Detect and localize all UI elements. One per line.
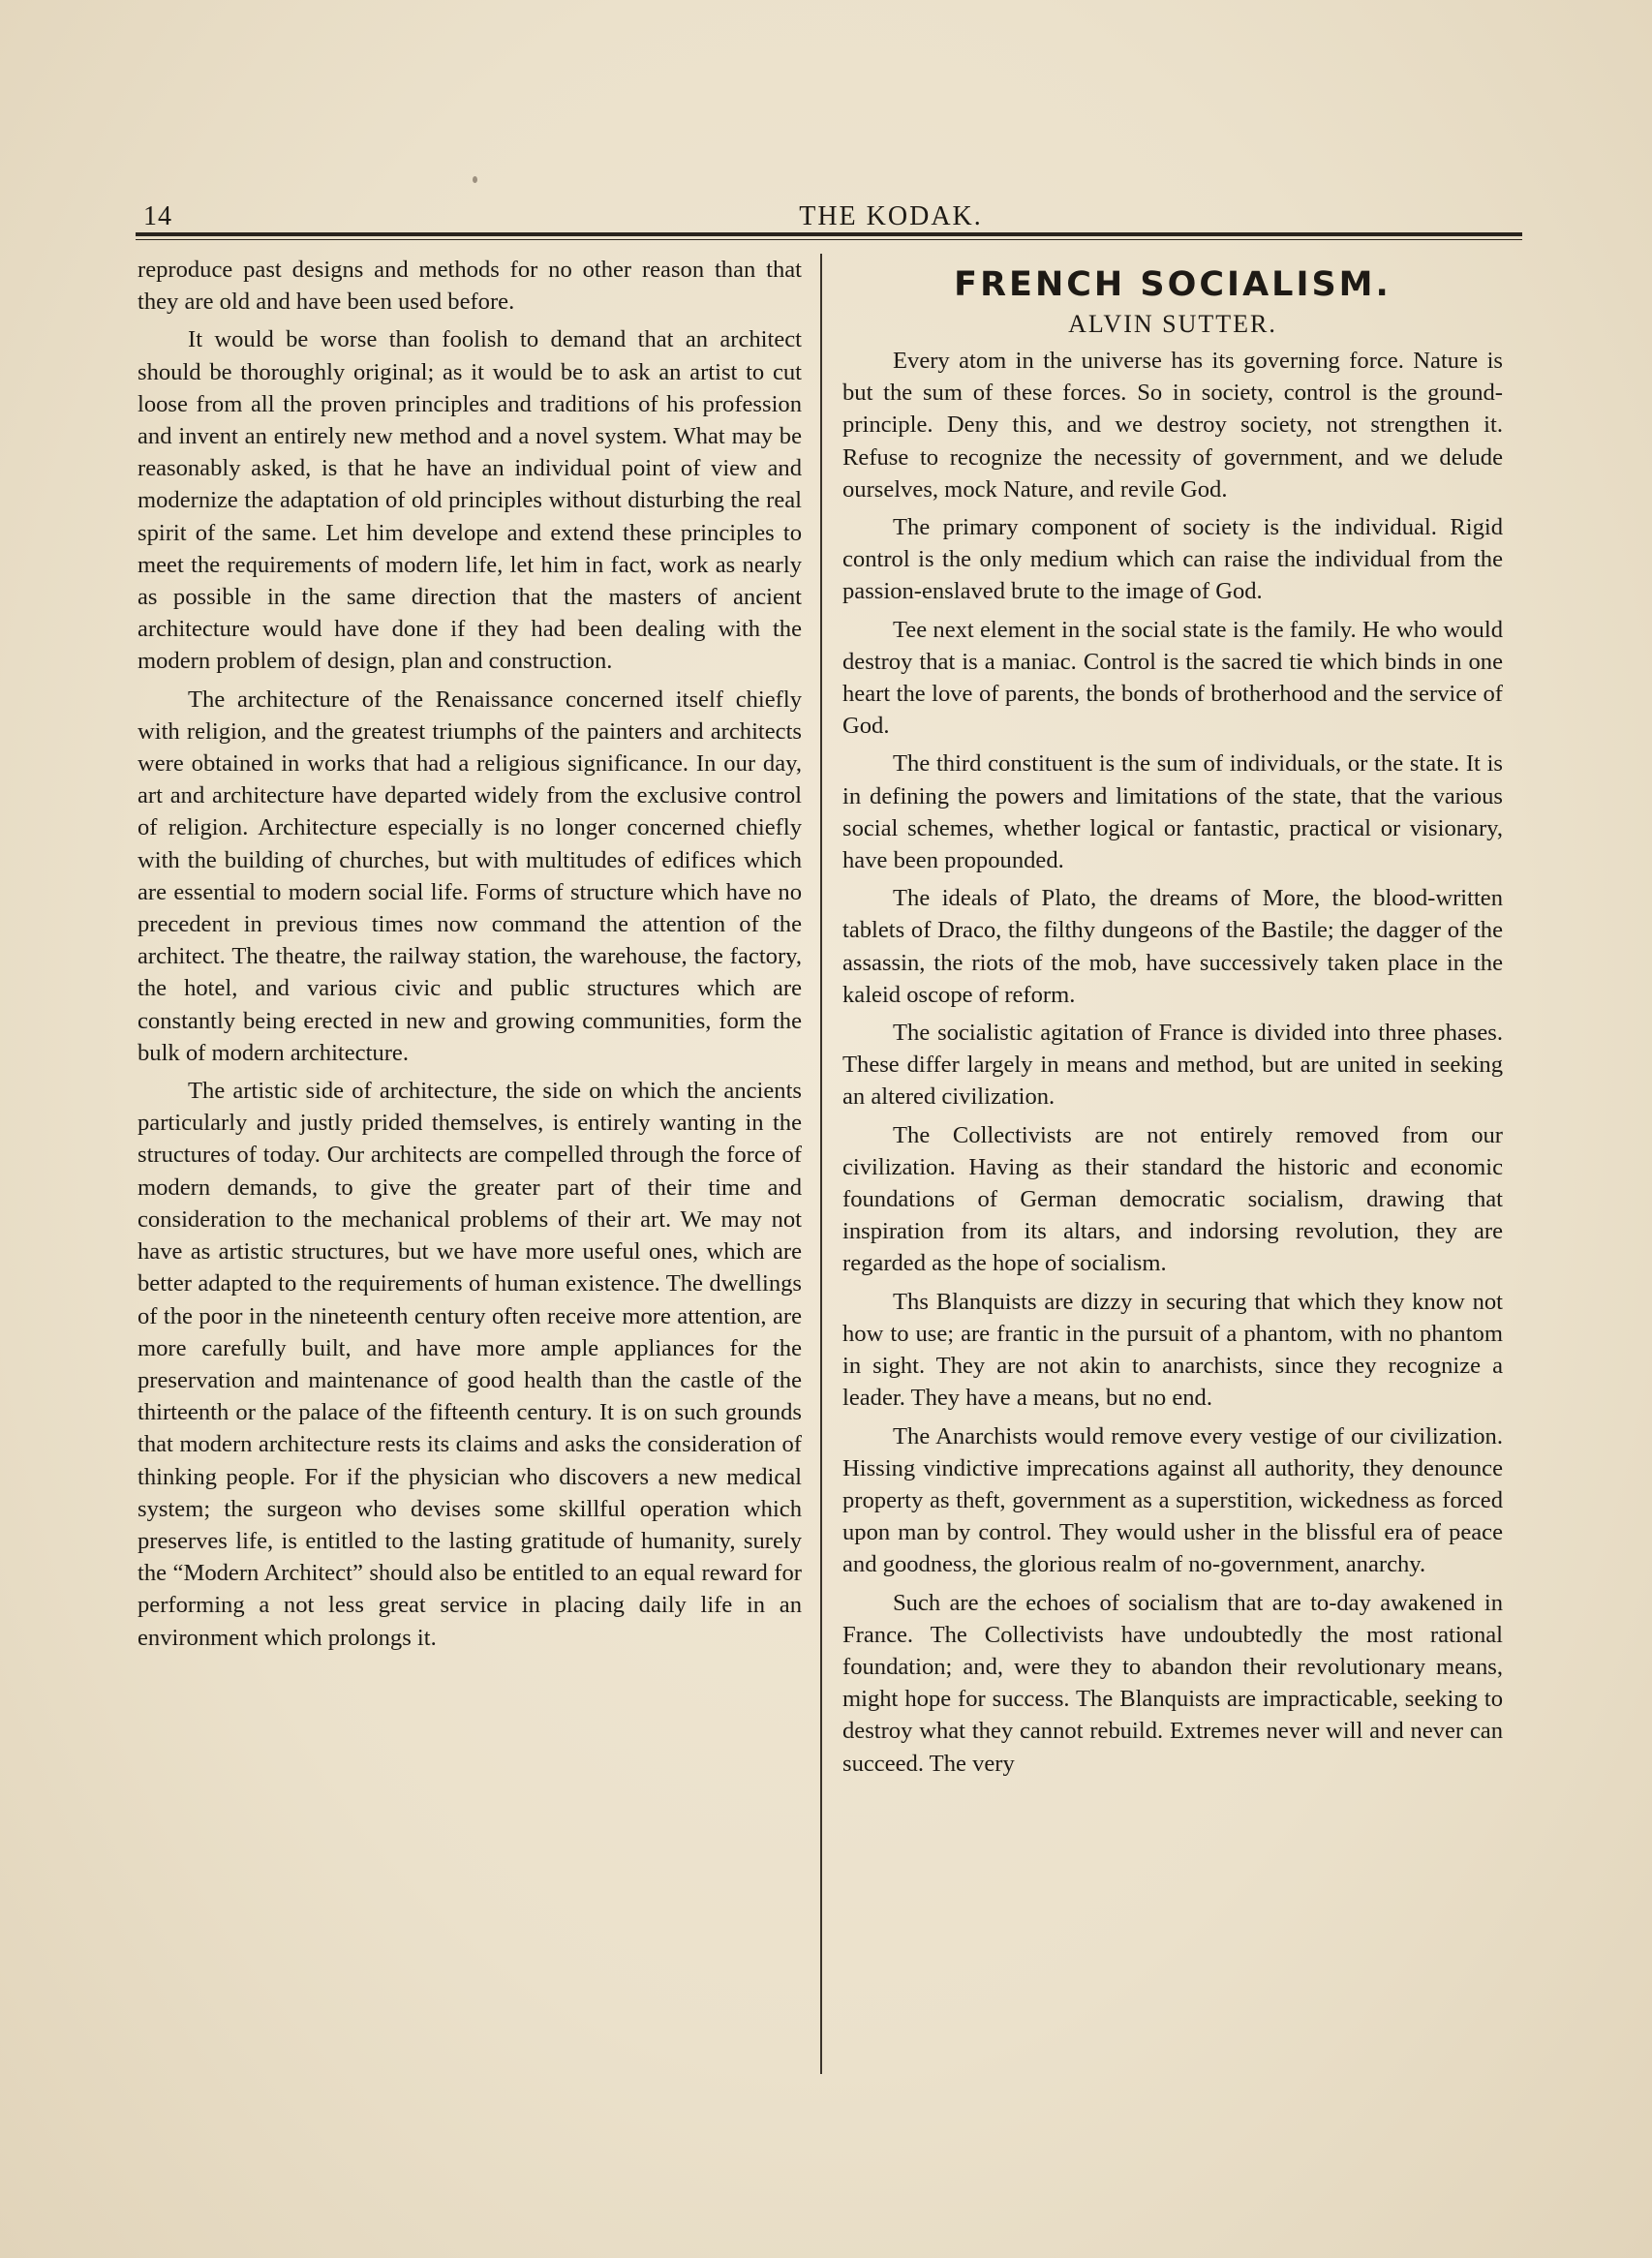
page-header xyxy=(136,201,1520,232)
header-rule-thick xyxy=(136,232,1522,236)
right-paragraph-2: The primary component of society is the individual. Rigid control is the only medium which can raise the individual from the passion-enslaved brute to the image of God. xyxy=(842,514,1503,605)
left-paragraph-1: reproduce past designs and methods for no other reason than that they are old and have been used before. xyxy=(138,257,802,316)
article-title: FRENCH SOCIALISM. xyxy=(954,265,1392,304)
right-paragraph-4: The third constituent is the sum of individuals, or the state. It is in defining the powers and limitations of the state, that the various social schemes, whether logical or fantastic, practical or visionary, have been propounded. xyxy=(842,750,1503,874)
left-paragraph-4: The artistic side of architecture, the side on which the ancients particularly and justly prided themselves, is entirely wanting in the structures of today. Our architects are compelled through the force of modern demands, to give the greater part of their time and consideration to the mechanical problems of their art. We may not have as artistic structures, but we have more useful ones, which are better adapted to the requirements of human existence. The dwellings of the poor in the nineteenth century often receive more attention, are more carefully built, and have more ample appliances for the preservation and maintenance of good health than the castle of the thirteenth or the palace of the fifteenth century. It is on such grounds that modern architecture rests its claims and asks the consideration of thinking people. For if the physician who discovers a new medical system; the surgeon who devises some skillful operation which preserves life, is entitled to the lasting gratitude of humanity, surely the “Modern Architect” should also be entitled to an equal reward for performing a not less great service in placing daily life in an environment which prolongs it. xyxy=(138,1078,802,1651)
right-paragraph-1: Every atom in the universe has its governing force. Nature is but the sum of these forces. So in society, control is the ground-principle. Deny this, and we destroy society, not strengthen it. Refuse to recognize the necessity of government, and we delude ourselves, mock Nature, and revile God. xyxy=(842,348,1503,503)
column-divider xyxy=(820,254,822,2074)
right-column xyxy=(842,254,1503,1785)
left-paragraph-3: The architecture of the Renaissance concerned itself chiefly with religion, and the greatest triumphs of the painters and architects were obtained in works that had a religious significance. In our day, art and architecture have departed widely from the exclusive control of religion. Architecture especially is no longer concerned chiefly with the building of churches, but with multitudes of edifices which are essential to modern social life. Forms of structure which have no precedent in previous times now command the attention of the architect. The theatre, the railway station, the warehouse, the factory, the hotel, and various civic and public structures which are constantly being erected in new and growing communities, form the bulk of modern architecture. xyxy=(138,686,802,1066)
right-paragraph-10: Such are the echoes of socialism that are to-day awakened in France. The Collectivists have undoubtedly the most rational foundation; and, were they to abandon their revolutionary means, might hope for success. The Blanquists are impracticable, seeking to destroy what they cannot rebuild. Extremes never will and never can succeed. The very xyxy=(842,1589,1503,1777)
article-author: ALVIN SUTTER. xyxy=(1068,310,1277,338)
right-paragraph-9: The Anarchists would remove every vestige of our civilization. Hissing vindictive imprecations against all authority, they denounce property as theft, government as a superstition, wickedness as forced upon man by control. They would usher in the blissful era of peace and goodness, the glorious realm of no-government, anarchy. xyxy=(842,1422,1503,1578)
left-paragraph-2: It would be worse than foolish to demand that an architect should be thoroughly original; as it would be to ask an artist to cut loose from all the proven principles and traditions of his profession and invent an entirely new method and a novel system. What may be reasonably asked, is that he have an individual point of view and modernize the adaptation of old principles without disturbing the real spirit of the same. Let him develope and extend these principles to meet the requirements of modern life, let him in fact, work as nearly as possible in the same direction that the masters of ancient architecture would have done if they had been dealing with the modern problem of design, plan and construction. xyxy=(138,326,802,675)
right-paragraph-8: Ths Blanquists are dizzy in securing that which they know not how to use; are frantic in the pursuit of a phantom, with no phantom in sight. They are not akin to anarchists, since they recognize a leader. They have a means, but no end. xyxy=(842,1288,1503,1412)
header-rule-thin xyxy=(136,239,1522,240)
paper-speck xyxy=(473,176,477,183)
right-paragraph-5: The ideals of Plato, the dreams of More, the blood-written tablets of Draco, the filthy dungeons of the Bastile; the dagger of the assassin, the riots of the mob, have successively taken place in the kaleid oscope of reform. xyxy=(842,885,1503,1008)
right-paragraph-3: Tee next element in the social state is the family. He who would destroy that is a maniac. Control is the sacred tie which binds in one heart the love of parents, the bonds of brotherhood and the service of God. xyxy=(842,616,1503,740)
left-column xyxy=(138,254,802,1660)
right-paragraph-7: The Collectivists are not entirely removed from our civilization. Having as their standard the historic and economic foundations of German democratic socialism, drawing that inspiration from its altars, and indorsing revolution, they are regarded as the hope of socialism. xyxy=(842,1121,1503,1277)
page-number: 14 xyxy=(143,201,172,231)
journal-title: THE KODAK. xyxy=(799,201,983,231)
right-paragraph-6: The socialistic agitation of France is divided into three phases. These differ largely in means and method, but are united in seeking an altered civilization. xyxy=(842,1020,1503,1111)
